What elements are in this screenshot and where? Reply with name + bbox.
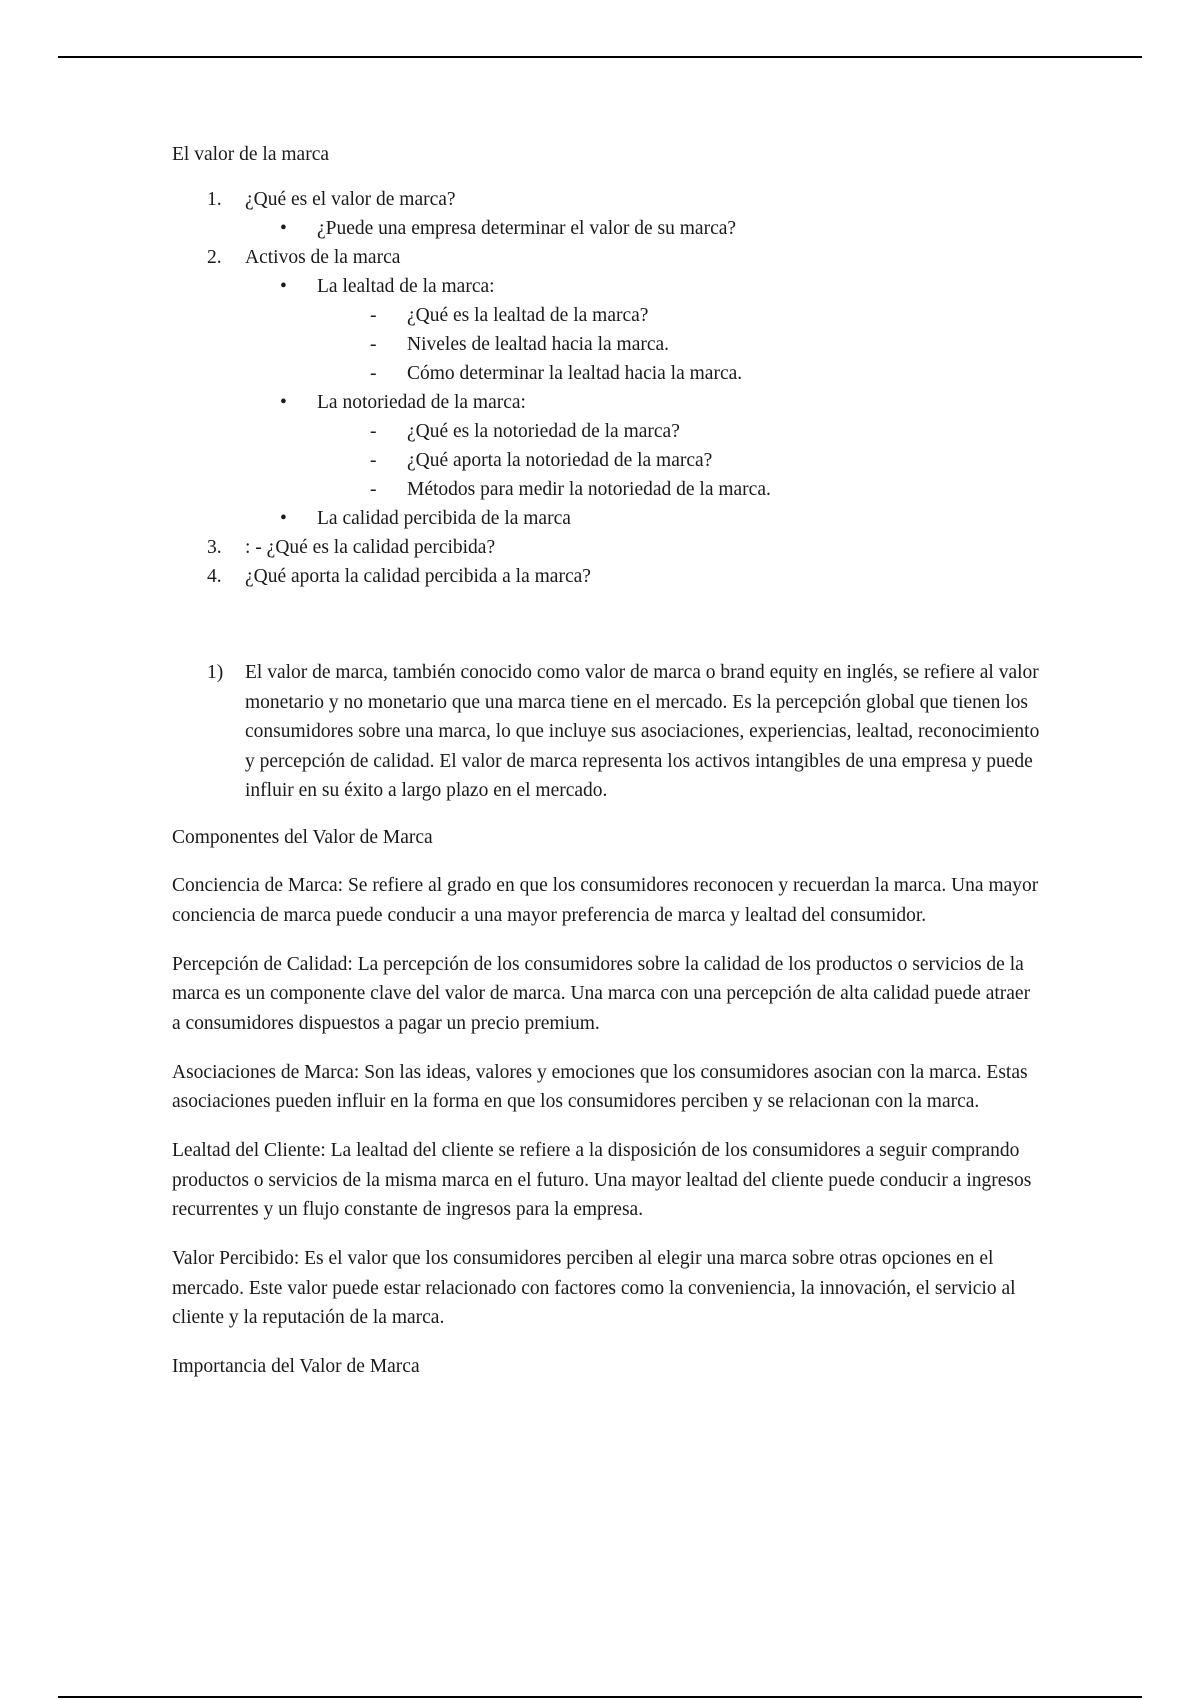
top-rule xyxy=(58,56,1142,58)
outline-subsubitem xyxy=(172,301,1042,330)
item-text: ¿Qué es el valor de marca? xyxy=(245,189,456,210)
item-number: 4. xyxy=(207,566,222,587)
bottom-rule xyxy=(58,1696,1142,1698)
component-awareness: Conciencia de Marca: Se refiere al grado en que los consumidores reconocen y recuerdan la marca. Una mayor conciencia de marca puede conducir a una mayor preferencia de marca y lealtad del consumidor. xyxy=(172,875,1039,926)
outline-item-3 xyxy=(172,533,1042,562)
subsubitem-text: Niveles de lealtad hacia la marca. xyxy=(407,334,670,355)
outline-subsubitem xyxy=(172,446,1042,475)
outline-subsubitem xyxy=(172,330,1042,359)
outline-subitem-awareness xyxy=(172,388,1042,417)
outline-list xyxy=(172,185,1042,591)
dash-icon: - xyxy=(370,421,377,442)
answer-text: El valor de marca, también conocido como valor de marca o brand equity en inglés, se refiere al valor monetario y no monetario que una marca tiene en el mercado. Es la percepción global que tienen los consumidores sobre una marca, lo que incluye sus asociaciones, experiencias, lealtad, reconocimiento y percepción de calidad. El valor de marca representa los activos intangibles de una empresa y puede influir en su éxito a largo plazo en el mercado. xyxy=(245,662,1040,801)
subitem-text: La calidad percibida de la marca xyxy=(317,508,571,529)
item-text: : - ¿Qué es la calidad percibida? xyxy=(245,537,496,558)
outline-subitem-loyalty xyxy=(172,272,1042,301)
dash-icon: - xyxy=(370,305,377,326)
component-associations: Asociaciones de Marca: Son las ideas, valores y emociones que los consumidores asocian con la marca. Estas asociaciones pueden influir en la forma en que los consumidores perciben y se relacionan con la marca. xyxy=(172,1061,1028,1112)
outline-subsubitem xyxy=(172,475,1042,504)
outline-subitem-quality xyxy=(172,504,1042,533)
dash-icon: - xyxy=(370,363,377,384)
outline-subitem xyxy=(172,214,1042,243)
subsubitem-text: ¿Qué es la lealtad de la marca? xyxy=(407,305,649,326)
subitem-text: La lealtad de la marca: xyxy=(317,276,495,297)
subsubitem-text: ¿Qué aporta la notoriedad de la marca? xyxy=(407,450,713,471)
bullet-icon: • xyxy=(280,276,287,297)
bullet-icon: • xyxy=(280,392,287,413)
dash-icon: - xyxy=(370,479,377,500)
component-quality: Percepción de Calidad: La percepción de los consumidores sobre la calidad de los productos o servicios de la marca es un componente clave del valor de marca. Una marca con una percepción de alta calidad puede atraer a consumidores dispuestos a pagar un precio premium. xyxy=(172,953,1031,1034)
subitem-text: La notoriedad de la marca: xyxy=(317,392,526,413)
bullet-icon: • xyxy=(280,508,287,529)
answer-1 xyxy=(172,658,1042,806)
item-text: ¿Qué aporta la calidad percibida a la marca? xyxy=(245,566,591,587)
document-title: El valor de la marca xyxy=(172,144,329,165)
subitem-text: ¿Puede una empresa determinar el valor de su marca? xyxy=(317,218,737,239)
item-number: 3. xyxy=(207,537,222,558)
item-number: 2. xyxy=(207,247,222,268)
components-heading: Componentes del Valor de Marca xyxy=(172,826,433,848)
dash-icon: - xyxy=(370,334,377,355)
subsubitem-text: Cómo determinar la lealtad hacia la marca. xyxy=(407,363,743,384)
subsubitem-text: Métodos para medir la notoriedad de la marca. xyxy=(407,479,771,500)
component-perceived-value: Valor Percibido: Es el valor que los consumidores perciben al elegir una marca sobre otras opciones en el mercado. Este valor puede estar relacionado con factores como la conveniencia, la innovación, el servicio al cliente y la reputación de la marca. xyxy=(172,1248,1016,1328)
answer-number: 1) xyxy=(207,662,224,683)
outline-item-4 xyxy=(172,562,1042,591)
outline-subsubitem xyxy=(172,359,1042,388)
outline-subsubitem xyxy=(172,417,1042,446)
component-loyalty: Lealtad del Cliente: La lealtad del cliente se refiere a la disposición de los consumidores a seguir comprando productos o servicios de la misma marca en el futuro. Una mayor lealtad del cliente puede conducir a ingresos recurrentes y un flujo constante de ingresos para la empresa. xyxy=(172,1140,1032,1220)
item-text: Activos de la marca xyxy=(245,247,401,268)
document-page xyxy=(172,140,1042,1401)
subsubitem-text: ¿Qué es la notoriedad de la marca? xyxy=(407,421,680,442)
outline-item-1 xyxy=(172,185,1042,214)
importance-heading: Importancia del Valor de Marca xyxy=(172,1356,420,1377)
bullet-icon: • xyxy=(280,218,287,239)
dash-icon: - xyxy=(370,450,377,471)
item-number: 1. xyxy=(207,189,222,210)
outline-item-2 xyxy=(172,243,1042,272)
